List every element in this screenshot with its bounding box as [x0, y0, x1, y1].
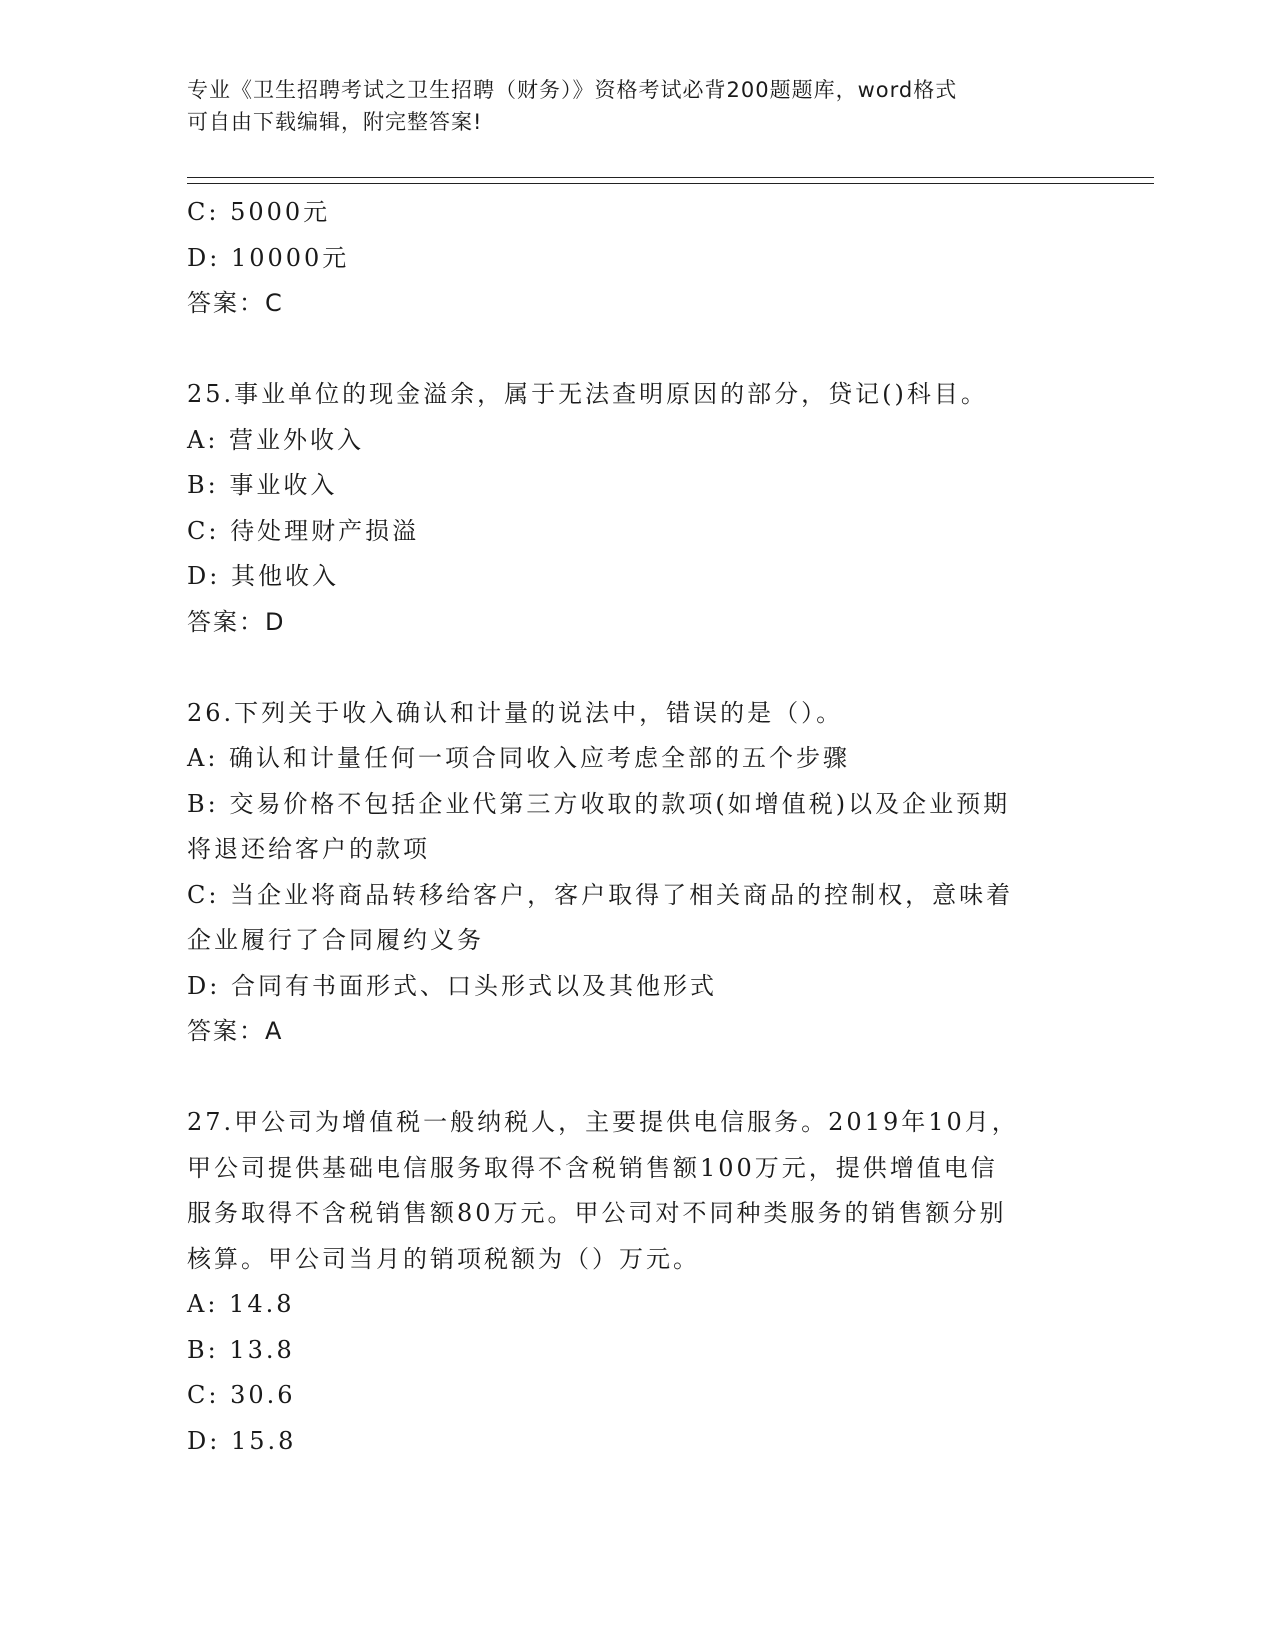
question-stem: 26.下列关于收入确认和计量的说法中，错误的是（）。 [187, 698, 844, 727]
page-header [187, 74, 1067, 138]
question-27 [187, 1100, 1067, 1464]
question-stem-line-3: 服务取得不含税销售额80万元。甲公司对不同种类服务的销售额分别 [187, 1199, 1007, 1227]
option-a: A: 营业外收入 [187, 425, 365, 454]
spacer [187, 645, 1067, 691]
option-b: B: 13.8 [187, 1335, 295, 1364]
option-a: A: 14.8 [187, 1290, 295, 1318]
question-stem: 27.甲公司为增值税一般纳税人，主要提供电信服务。2019年10月， [187, 1108, 1019, 1136]
option-d: D: 合同有书面形式、口头形式以及其他形式 [187, 971, 717, 1000]
option-a: A: 确认和计量任何一项合同收入应考虑全部的五个步骤 [187, 744, 851, 772]
header-title-line-1: 专业《卫生招聘考试之卫生招聘（财务）》资格考试必背200题题库，word格式 [187, 78, 958, 102]
option-c-continued: 企业履行了合同履约义务 [187, 926, 484, 954]
option-d: D: 10000元 [187, 243, 350, 272]
option-b-continued: 将退还给客户的款项 [187, 835, 430, 863]
spacer [187, 1055, 1067, 1101]
question-stem: 25.事业单位的现金溢余，属于无法查明原因的部分，贷记()科目。 [187, 380, 988, 408]
option-c: C: 待处理财产损溢 [187, 516, 420, 545]
header-rule-bottom [187, 183, 1154, 184]
question-25 [187, 372, 1067, 645]
answer-line: 答案：A [187, 1017, 284, 1045]
option-c: C: 当企业将商品转移给客户，客户取得了相关商品的控制权，意味着 [187, 880, 1014, 909]
question-stem-line-2: 甲公司提供基础电信服务取得不含税销售额100万元，提供增值电信 [187, 1153, 998, 1182]
question-26 [187, 691, 1067, 1055]
option-b: B: 交易价格不包括企业代第三方收取的款项(如增值税)以及企业预期 [187, 789, 1011, 818]
answer-line: 答案：C [187, 289, 284, 317]
question-stem-line-4: 核算。甲公司当月的销项税额为（）万元。 [187, 1244, 700, 1273]
option-c: C: 30.6 [187, 1381, 296, 1409]
question-24-continued [187, 190, 1067, 327]
option-d: D: 15.8 [187, 1426, 297, 1455]
option-c: C: 5000元 [187, 198, 331, 226]
answer-line: 答案：D [187, 607, 286, 636]
spacer [187, 327, 1067, 373]
header-title-line-2: 可自由下载编辑，附完整答案! [187, 110, 483, 134]
header-rule-top [187, 177, 1154, 178]
option-b: B: 事业收入 [187, 471, 338, 499]
option-d: D: 其他收入 [187, 562, 339, 590]
question-content [187, 190, 1067, 1464]
